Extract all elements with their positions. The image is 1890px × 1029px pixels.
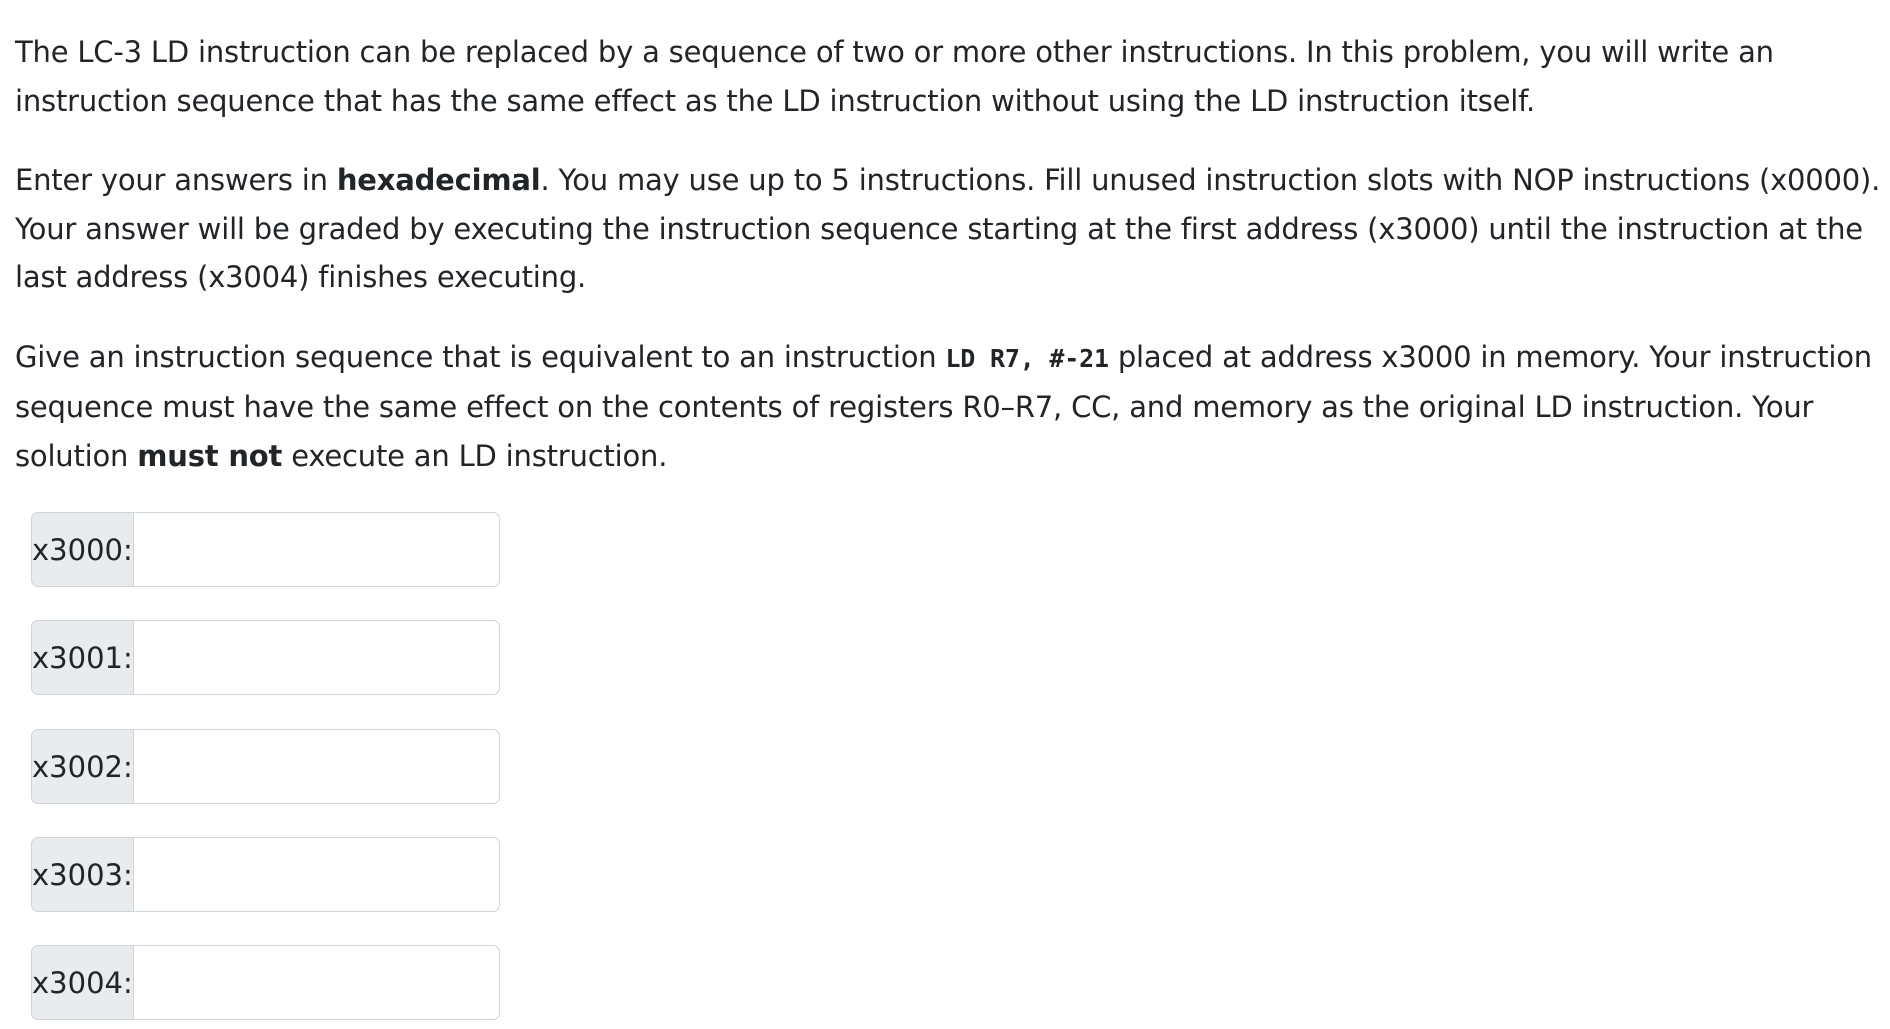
answer-input-x3002[interactable]: [133, 729, 500, 804]
instructions-text-1: Enter your answers in: [15, 163, 337, 197]
answer-input-x3004[interactable]: [133, 945, 500, 1020]
answer-group-x3002: [31, 729, 411, 804]
address-label-x3001: x3001:: [31, 620, 133, 695]
answer-group-x3000: [31, 512, 411, 587]
question-text-3: execute an LD instruction.: [282, 438, 668, 473]
instructions-paragraph: [15, 156, 1885, 302]
intro-paragraph: The LC-3 LD instruction can be replaced by a sequence of two or more other instructions. In this problem, you will write an instruction sequence that has the same effect as the LD instruction without using the LD instruction itself.: [15, 35, 1774, 118]
instructions-bold: hexadecimal: [336, 163, 541, 197]
answer-input-x3000[interactable]: [133, 512, 500, 587]
problem-text: [15, 28, 1885, 511]
address-label-x3000: x3000:: [31, 512, 133, 587]
answer-input-x3003[interactable]: [133, 837, 500, 912]
address-label-x3002: x3002:: [31, 729, 133, 804]
question-text-1: Give an instruction sequence that is equivalent to an instruction: [15, 339, 946, 374]
question-text-2: placed at address x3000 in memory. Your instruction sequence must have the same effect on the contents of registers R0–R7, CC, and memory as the original LD instruction. Your solution: [15, 339, 1872, 473]
address-label-x3004: x3004:: [31, 945, 133, 1020]
answer-group-x3001: [31, 620, 411, 695]
answer-group-x3003: [31, 837, 411, 912]
address-label-x3003: x3003:: [31, 837, 133, 912]
instructions-text-2: . You may use up to 5 instructions. Fill unused instruction slots with NOP instructions (x0000). Your answer will be graded by executing the instruction sequence starting at the first address (x3000) until the instruction at the last address (x3004) finishes executing.: [15, 163, 1881, 294]
answer-input-x3001[interactable]: [133, 620, 500, 695]
answer-group-x3004: [31, 945, 411, 1020]
question-paragraph: [15, 333, 1885, 481]
question-bold: must not: [137, 438, 283, 473]
instruction-code: LD R7, #-21: [945, 343, 1109, 373]
